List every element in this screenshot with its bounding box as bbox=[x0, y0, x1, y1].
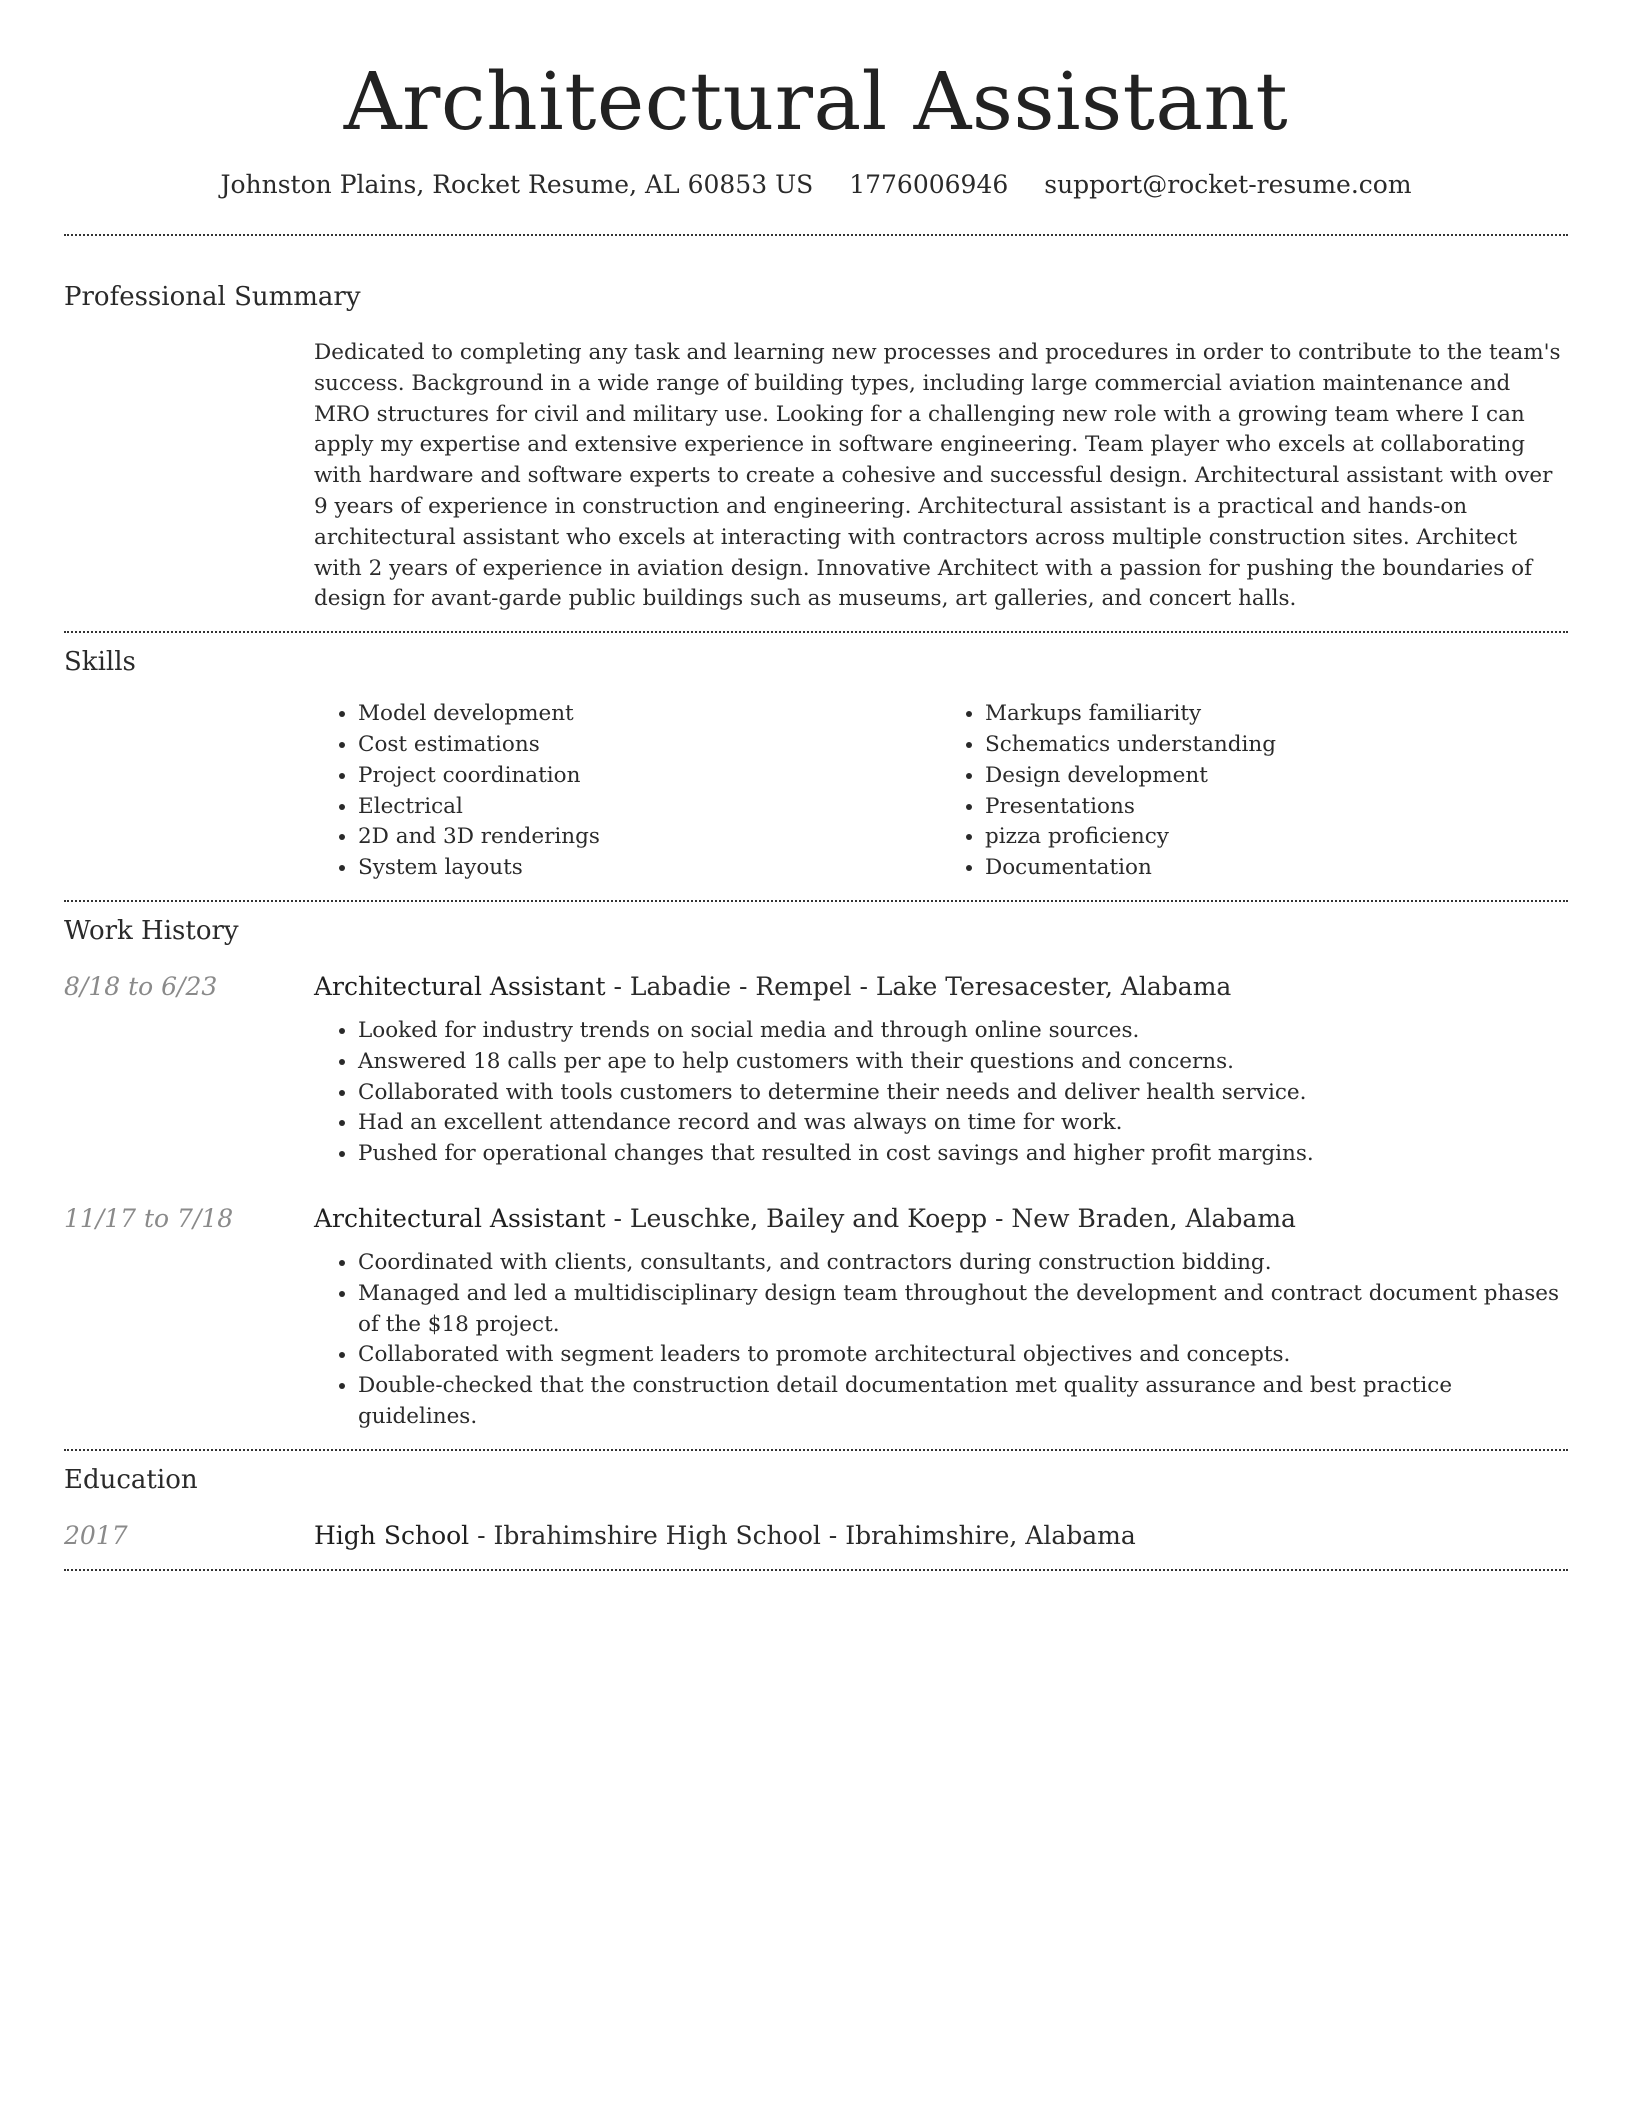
job-employer-location: - Leuschke, Bailey and Koepp - New Braden, Alabama bbox=[605, 1203, 1296, 1233]
job-role: Architectural Assistant bbox=[314, 1203, 606, 1233]
section-title-skills: Skills bbox=[64, 647, 136, 678]
divider bbox=[64, 1569, 1568, 1571]
job-bullet: • Managed and led a multidisciplinary design team throughout the development and contract document phases of the $18 project. bbox=[358, 1279, 1568, 1341]
skill-item: • Project coordination bbox=[358, 761, 941, 792]
section-title-summary: Professional Summary bbox=[64, 282, 361, 312]
job-bullet: • Collaborated with segment leaders to promote architectural objectives and concepts. bbox=[358, 1340, 1568, 1371]
job-entry bbox=[64, 1202, 1568, 1449]
education-heading bbox=[314, 1519, 1568, 1553]
skill-item: • pizza proficiency bbox=[985, 822, 1568, 853]
contact-email: support@rocket-resume.com bbox=[1044, 170, 1412, 199]
job-bullet: • Coordinated with clients, consultants, and contractors during construction bidding. bbox=[358, 1248, 1568, 1279]
contact-line bbox=[64, 168, 1568, 202]
job-content bbox=[314, 970, 1568, 1170]
skills-grid bbox=[314, 699, 1568, 900]
job-bullets bbox=[314, 1248, 1568, 1433]
job-bullet: • Answered 18 calls per ape to help customers with their questions and concerns. bbox=[358, 1047, 1568, 1078]
job-dates: 11/17 to 7/18 bbox=[64, 1203, 234, 1233]
skill-item: • Model development bbox=[358, 699, 941, 730]
job-dates: 8/18 to 6/23 bbox=[64, 971, 218, 1001]
education-entry bbox=[64, 1519, 1568, 1569]
skills-list-right bbox=[941, 699, 1568, 884]
skill-item: • Design development bbox=[985, 761, 1568, 792]
summary-text: Dedicated to completing any task and learning new processes and procedures in order to contribute to the team's success. Background in a wide range of building types, including large commercial aviation maintenance and MRO structures for civil and military use. Looking for a challenging new role with a growing team where I can apply my expertise and extensive experience in software engineering. Team player who excels at collaborating with hardware and software experts to create a cohesive and successful design. Architectural assistant with over 9 years of experience in construction and engineering. Architectural assistant is a practical and hands-on architectural assistant who excels at interacting with contractors across multiple construction sites. Architect with 2 years of experience in aviation design. Innovative Architect with a passion for pushing the boundaries of design for avant-garde public buildings such as museums, art galleries, and concert halls. bbox=[314, 340, 1561, 612]
skill-item: • Documentation bbox=[985, 853, 1568, 884]
work-history-section bbox=[64, 902, 1568, 1449]
education-content bbox=[314, 1519, 1568, 1553]
job-bullet: • Double-checked that the construction detail documentation met quality assurance and best practice guidelines. bbox=[358, 1371, 1568, 1433]
contact-phone: 1776006946 bbox=[849, 170, 1009, 199]
job-bullet: • Pushed for operational changes that resulted in cost savings and higher profit margins. bbox=[358, 1139, 1568, 1170]
job-content bbox=[314, 1202, 1568, 1433]
candidate-name: Architectural Assistant bbox=[343, 55, 1289, 148]
education-school-location: - Ibrahimshire High School - Ibrahimshire, Alabama bbox=[469, 1520, 1136, 1550]
skill-item: • Schematics understanding bbox=[985, 730, 1568, 761]
education-section bbox=[64, 1451, 1568, 1569]
skills-section bbox=[64, 633, 1568, 900]
job-heading bbox=[314, 1202, 1568, 1236]
resume-header bbox=[64, 0, 1568, 202]
contact-address: Johnston Plains, Rocket Resume, AL 60853 US bbox=[220, 170, 814, 199]
education-year: 2017 bbox=[64, 1520, 128, 1550]
job-bullet: • Had an excellent attendance record and was always on time for work. bbox=[358, 1108, 1568, 1139]
skill-item: • 2D and 3D renderings bbox=[358, 822, 941, 853]
education-degree: High School bbox=[314, 1520, 470, 1550]
section-title-education: Education bbox=[64, 1464, 198, 1495]
job-bullet: • Looked for industry trends on social media and through online sources. bbox=[358, 1016, 1568, 1047]
skills-list-left bbox=[314, 699, 941, 884]
section-title-work: Work History bbox=[64, 915, 239, 946]
job-bullet: • Collaborated with tools customers to determine their needs and deliver health service. bbox=[358, 1078, 1568, 1109]
job-bullets bbox=[314, 1016, 1568, 1170]
skill-item: • Markups familiarity bbox=[985, 699, 1568, 730]
job-heading bbox=[314, 970, 1568, 1004]
skill-item: • System layouts bbox=[358, 853, 941, 884]
job-entry bbox=[64, 970, 1568, 1170]
skill-item: • Cost estimations bbox=[358, 730, 941, 761]
job-employer-location: - Labadie - Rempel - Lake Teresacester, Alabama bbox=[605, 971, 1232, 1001]
job-role: Architectural Assistant bbox=[314, 971, 606, 1001]
skill-item: • Presentations bbox=[985, 792, 1568, 823]
skill-item: • Electrical bbox=[358, 792, 941, 823]
professional-summary-section bbox=[64, 236, 1568, 631]
